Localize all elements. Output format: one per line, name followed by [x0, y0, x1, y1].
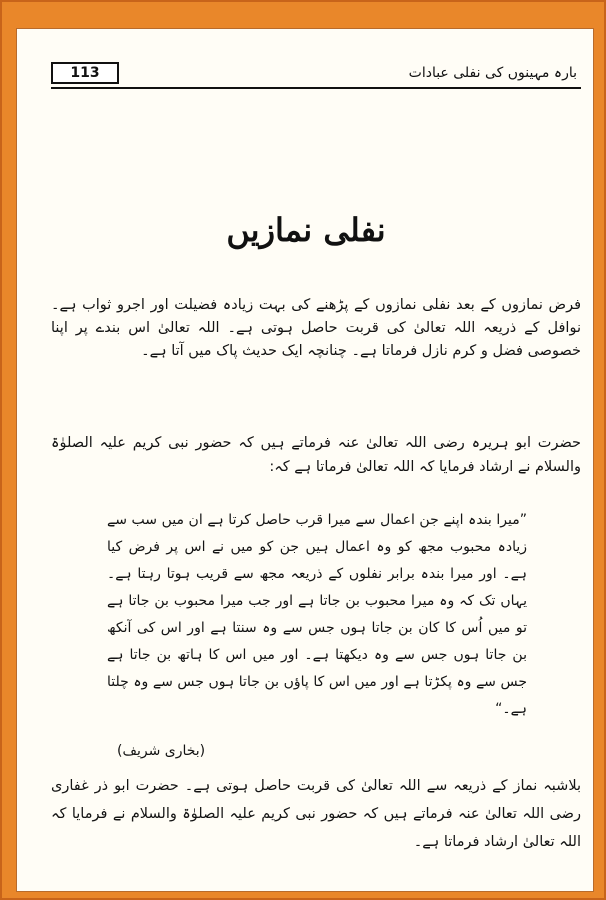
- page-number: 113: [51, 62, 119, 84]
- hadith-reference: (بخاری شریف): [117, 743, 206, 759]
- header-rule: [51, 87, 581, 89]
- hadith-quote: ”میرا بندہ اپنے جن اعمال سے میرا قرب حاصل کرتا ہے ان میں سب سے زیادہ محبوب مجھ کو وہ اعمال ہیں جن کو میں نے اس پر فرض کیا ہے۔ اور میرا بندہ برابر نفلوں کے ذریعہ مجھ سے قریب ہوتا رہتا ہے۔ یہاں تک کہ وہ میرا محبوب بن جاتا ہے اور جب میرا محبوب بن جاتا ہے تو میں اُس کا کان بن جاتا ہوں جس سے وہ سنتا ہے اور اس کی آنکھ بن جاتا ہوں جس سے وہ دیکھتا ہے۔ اور میں اس کا ہاتھ بن جاتا ہے جس سے وہ پکڑتا ہے اور میں اس کا پاؤں بن جاتا ہوں جس سے وہ چلتا ہے۔“: [107, 512, 527, 717]
- closing-paragraph: بلاشبہ نماز کے ذریعہ سے اللہ تعالیٰ کی قربت حاصل ہوتی ہے۔ حضرت ابو ذر غفاری رضی اللہ تعالیٰ عنہ فرماتے ہیں کہ حضور نبی کریم علیہ الصلوٰۃ والسلام نے فرمایا کہ اللہ تعالیٰ ارشاد فرماتا ہے۔: [51, 778, 581, 850]
- intro-paragraph: فرض نمازوں کے بعد نفلی نمازوں کے پڑھنے کی بہت زیادہ فضیلت اور اجرو ثواب ہے۔ نوافل کے ذریعہ اللہ تعالیٰ کی قربت حاصل ہوتی ہے۔ اللہ تعالیٰ اس بندے پر اپنا خصوصی فضل و کرم نازل فرماتا ہے۔ چنانچہ ایک حدیث پاک میں آتا ہے۔: [51, 297, 581, 359]
- hadith-intro-paragraph: حضرت ابو ہریرہ رضی اللہ تعالیٰ عنہ فرماتے ہیں کہ حضور نبی کریم علیہ الصلوٰۃ والسلام نے ارشاد فرمایا کہ اللہ تعالیٰ فرماتا ہے کہ:: [51, 435, 581, 475]
- page-header: [51, 62, 581, 90]
- chapter-title: نفلی نمازیں: [226, 211, 386, 249]
- book-page: [16, 28, 594, 892]
- running-title: بارہ مہینوں کی نفلی عبادات: [408, 65, 577, 81]
